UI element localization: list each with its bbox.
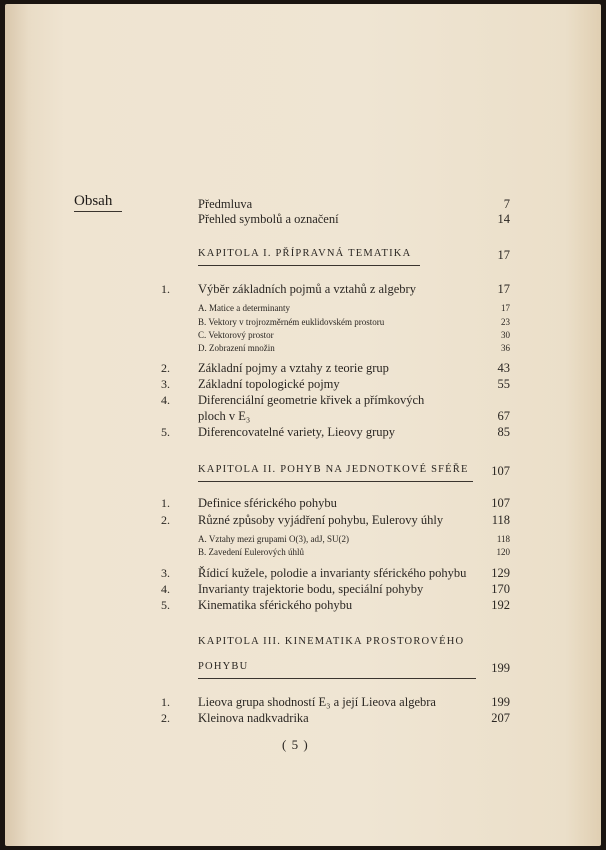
chapter-underline	[198, 481, 473, 482]
entry-number: 1.	[161, 282, 170, 296]
subentry-title: D. Zobrazení množin	[198, 343, 275, 353]
toc-entry	[5, 393, 601, 409]
chapter-title: POHYBU	[198, 661, 249, 672]
chapter-underline	[198, 678, 476, 679]
entry-page: 107	[491, 496, 510, 510]
chapter-heading	[5, 464, 601, 480]
subentry-title: A. Vztahy mezi grupami O(3), adJ, SU(2)	[198, 534, 350, 544]
entry-page: 207	[491, 711, 510, 725]
entry-title: Invarianty trajektorie bodu, speciální pohyby	[198, 582, 424, 596]
chapter-heading	[5, 248, 601, 264]
toc-entry	[5, 513, 601, 529]
entry-number: 2.	[161, 711, 170, 725]
toc-entry	[5, 361, 601, 377]
entry-title: Různé způsoby vyjádření pohybu, Eulerovy úhly	[198, 513, 444, 527]
subentry-page: 17	[501, 303, 510, 313]
toc-entry	[5, 377, 601, 393]
chapter-title: KAPITOLA III. KINEMATIKA PROSTOROVÉHO	[198, 636, 465, 647]
toc-entry	[5, 582, 601, 598]
chapter-heading	[5, 636, 601, 652]
toc-entry	[5, 282, 601, 298]
entry-number: 1.	[161, 496, 170, 510]
entry-title: Výběr základních pojmů a vztahů z algebry	[198, 282, 416, 296]
entry-title: Definice sférického pohybu	[198, 496, 337, 510]
entry-title: Řídicí kužele, polodie a invarianty sférického pohybu	[198, 566, 467, 580]
entry-title: Lieova grupa shodností E₃ a její Lieova algebra	[198, 695, 436, 709]
entry-title: Diferenciální geometrie křivek a přímkových	[198, 393, 425, 407]
toc-entry	[5, 197, 601, 213]
entry-page: 55	[497, 377, 510, 391]
entry-page: 7	[503, 197, 510, 211]
book-page	[5, 4, 601, 846]
entry-page: 17	[497, 282, 510, 296]
subentry-page: 23	[501, 317, 510, 327]
chapter-title: KAPITOLA I. PŘÍPRAVNÁ TEMATIKA	[198, 248, 412, 259]
chapter-page: 107	[491, 464, 510, 478]
toc-entry	[5, 212, 601, 228]
entry-title: Předmluva	[198, 197, 253, 211]
entry-number: 2.	[161, 361, 170, 375]
chapter-underline	[198, 265, 420, 266]
entry-title: ploch v E₃	[198, 409, 251, 423]
toc-entry	[5, 425, 601, 441]
entry-title: Diferencovatelné variety, Lieovy grupy	[198, 425, 396, 439]
entry-title: Přehled symbolů a označení	[198, 212, 339, 226]
toc-entry	[5, 566, 601, 582]
toc-entry	[5, 409, 601, 425]
subentry-page: 120	[496, 547, 510, 557]
entry-page: 170	[491, 582, 510, 596]
toc-heading: Obsah	[74, 193, 113, 209]
entry-page: 118	[491, 513, 510, 527]
entry-title: Kleinova nadkvadrika	[198, 711, 309, 725]
subentry-page: 118	[496, 534, 510, 544]
chapter-page: 199	[491, 661, 510, 675]
entry-page: 43	[497, 361, 510, 375]
subentry-page: 36	[501, 343, 510, 353]
chapter-heading-continued	[5, 661, 601, 677]
entry-number: 4.	[161, 393, 170, 407]
entry-page: 192	[491, 598, 510, 612]
entry-number: 2.	[161, 513, 170, 527]
subentry-title: B. Vektory v trojrozměrném euklidovském prostoru	[198, 317, 385, 327]
entry-number: 5.	[161, 425, 170, 439]
toc-entry	[5, 598, 601, 614]
entry-page: 67	[497, 409, 510, 423]
entry-number: 1.	[161, 695, 170, 709]
entry-title: Základní topologické pojmy	[198, 377, 340, 391]
entry-page: 129	[491, 566, 510, 580]
subentry-title: B. Zavedení Eulerových úhlů	[198, 547, 304, 557]
toc-subentry	[5, 343, 601, 359]
entry-number: 3.	[161, 377, 170, 391]
toc-entry	[5, 496, 601, 512]
entry-page: 199	[491, 695, 510, 709]
subentry-page: 30	[501, 330, 510, 340]
subentry-title: A. Matice a determinanty	[198, 303, 290, 313]
entry-page: 85	[497, 425, 510, 439]
entry-number: 4.	[161, 582, 170, 596]
subentry-title: C. Vektorový prostor	[198, 330, 274, 340]
entry-number: 3.	[161, 566, 170, 580]
chapter-title: KAPITOLA II. POHYB NA JEDNOTKOVÉ SFÉŘE	[198, 464, 469, 475]
toc-entry	[5, 695, 601, 711]
entry-title: Kinematika sférického pohybu	[198, 598, 353, 612]
page-number-footer: ( 5 )	[282, 737, 309, 752]
entry-title: Základní pojmy a vztahy z teorie grup	[198, 361, 389, 375]
toc-subentry	[5, 547, 601, 563]
toc-entry	[5, 711, 601, 727]
chapter-page: 17	[497, 248, 510, 262]
entry-number: 5.	[161, 598, 170, 612]
entry-page: 14	[497, 212, 510, 226]
